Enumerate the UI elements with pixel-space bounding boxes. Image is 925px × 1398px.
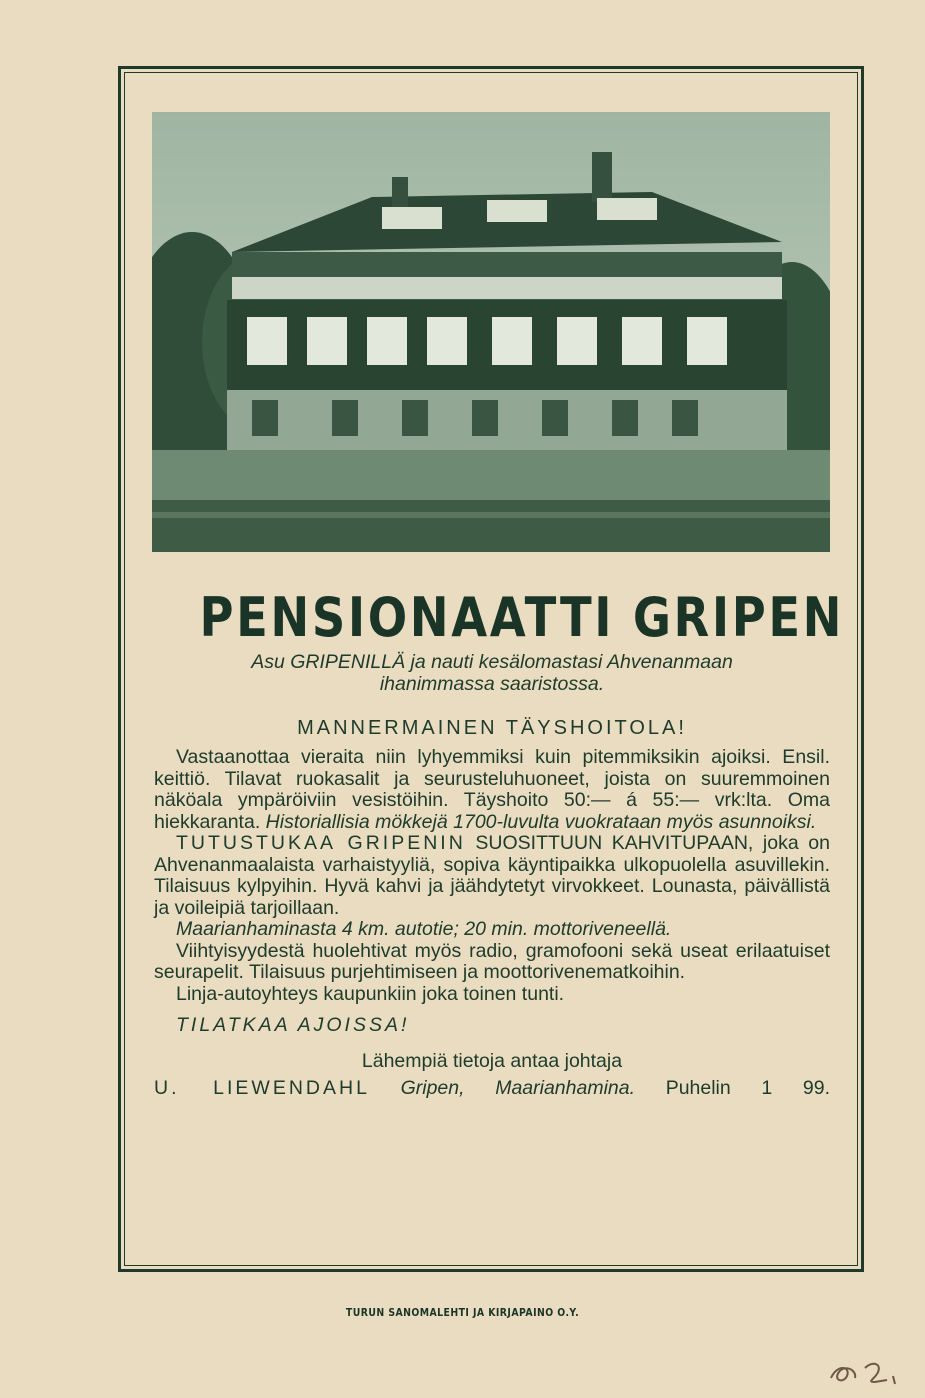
- printer-credit: TURUN SANOMALEHTI JA KIRJAPAINO O.Y.: [345, 1306, 580, 1319]
- page-title: PENSIONAATTI GRIPEN: [199, 586, 845, 649]
- contact-phone: Puhelin 1 99.: [665, 1077, 831, 1099]
- order-callout: TILATKAA AJOISSA!: [176, 1014, 410, 1036]
- section-heading: MANNERMAINEN TÄYSHOITOLA!: [297, 717, 687, 739]
- contact-intro: Lähempiä tietoja antaa johtaja: [361, 1049, 623, 1072]
- subtitle-line-2: ihanimmassa saaristossa.: [379, 672, 605, 695]
- house-photo-icon: [152, 112, 830, 552]
- paragraph-1-text: Vastaanottaa vieraita niin lyhyemmiksi kuin pitemmiksikin ajoiksi. Ensil. keittiö. Tilavat ruokasalit ja seurusteluhuoneet, joista on suuremmoinen näköala ympäröiviin vesistöihin. Täyshoito 50:— á 55:— vrk:lta. Oma hiekkaranta.: [154, 746, 830, 833]
- subtitle-line-1: Asu GRIPENILLÄ ja nauti kesälomastasi Ahvenanmaan: [251, 651, 733, 673]
- contact-line: [154, 1078, 830, 1100]
- paragraph-3: Maarianhaminasta 4 km. autotie; 20 min. mottoriveneellä.: [176, 918, 672, 940]
- paragraph-2-text: SUOSITTUUN KAHVITUPAAN, joka on Ahvenanmaalaista varhaistyyliä, sopiva käyntipaikka ulkopuolella asuvillekin. Tilaisuus kylpyihin. Hyvä kahvi ja jäähdytetyt virvokkeet. Lounasta, päivällistä ja voileipiä tarjoillaan.: [154, 832, 830, 919]
- handwritten-mark: [821, 1350, 911, 1394]
- contact-place: Gripen, Maarianhamina.: [400, 1077, 636, 1099]
- paragraph-5: Linja-autoyhteys kaupunkiin joka toinen tunti.: [176, 982, 565, 1005]
- body-text: [154, 747, 830, 1100]
- paragraph-1: [154, 747, 830, 833]
- house-photo: [152, 112, 830, 552]
- paragraph-2: [154, 833, 830, 919]
- paragraph-1-italic: Historiallisia mökkejä 1700-luvulta vuokrataan myös asunnoiksi.: [265, 810, 817, 833]
- contact-name: U. LIEWENDAHL: [154, 1077, 370, 1099]
- paragraph-4: Viihtyisyydestä huolehtivat myös radio, gramofooni sekä useat erilaatuiset seurapelit. Tilaisuus purjehtimiseen ja moottorivenematkoihin.: [154, 939, 830, 983]
- subtitle: [154, 652, 830, 695]
- paragraph-2-lead: TUTUSTUKAA GRIPENIN: [176, 832, 466, 854]
- handwritten-number-icon: [821, 1350, 911, 1390]
